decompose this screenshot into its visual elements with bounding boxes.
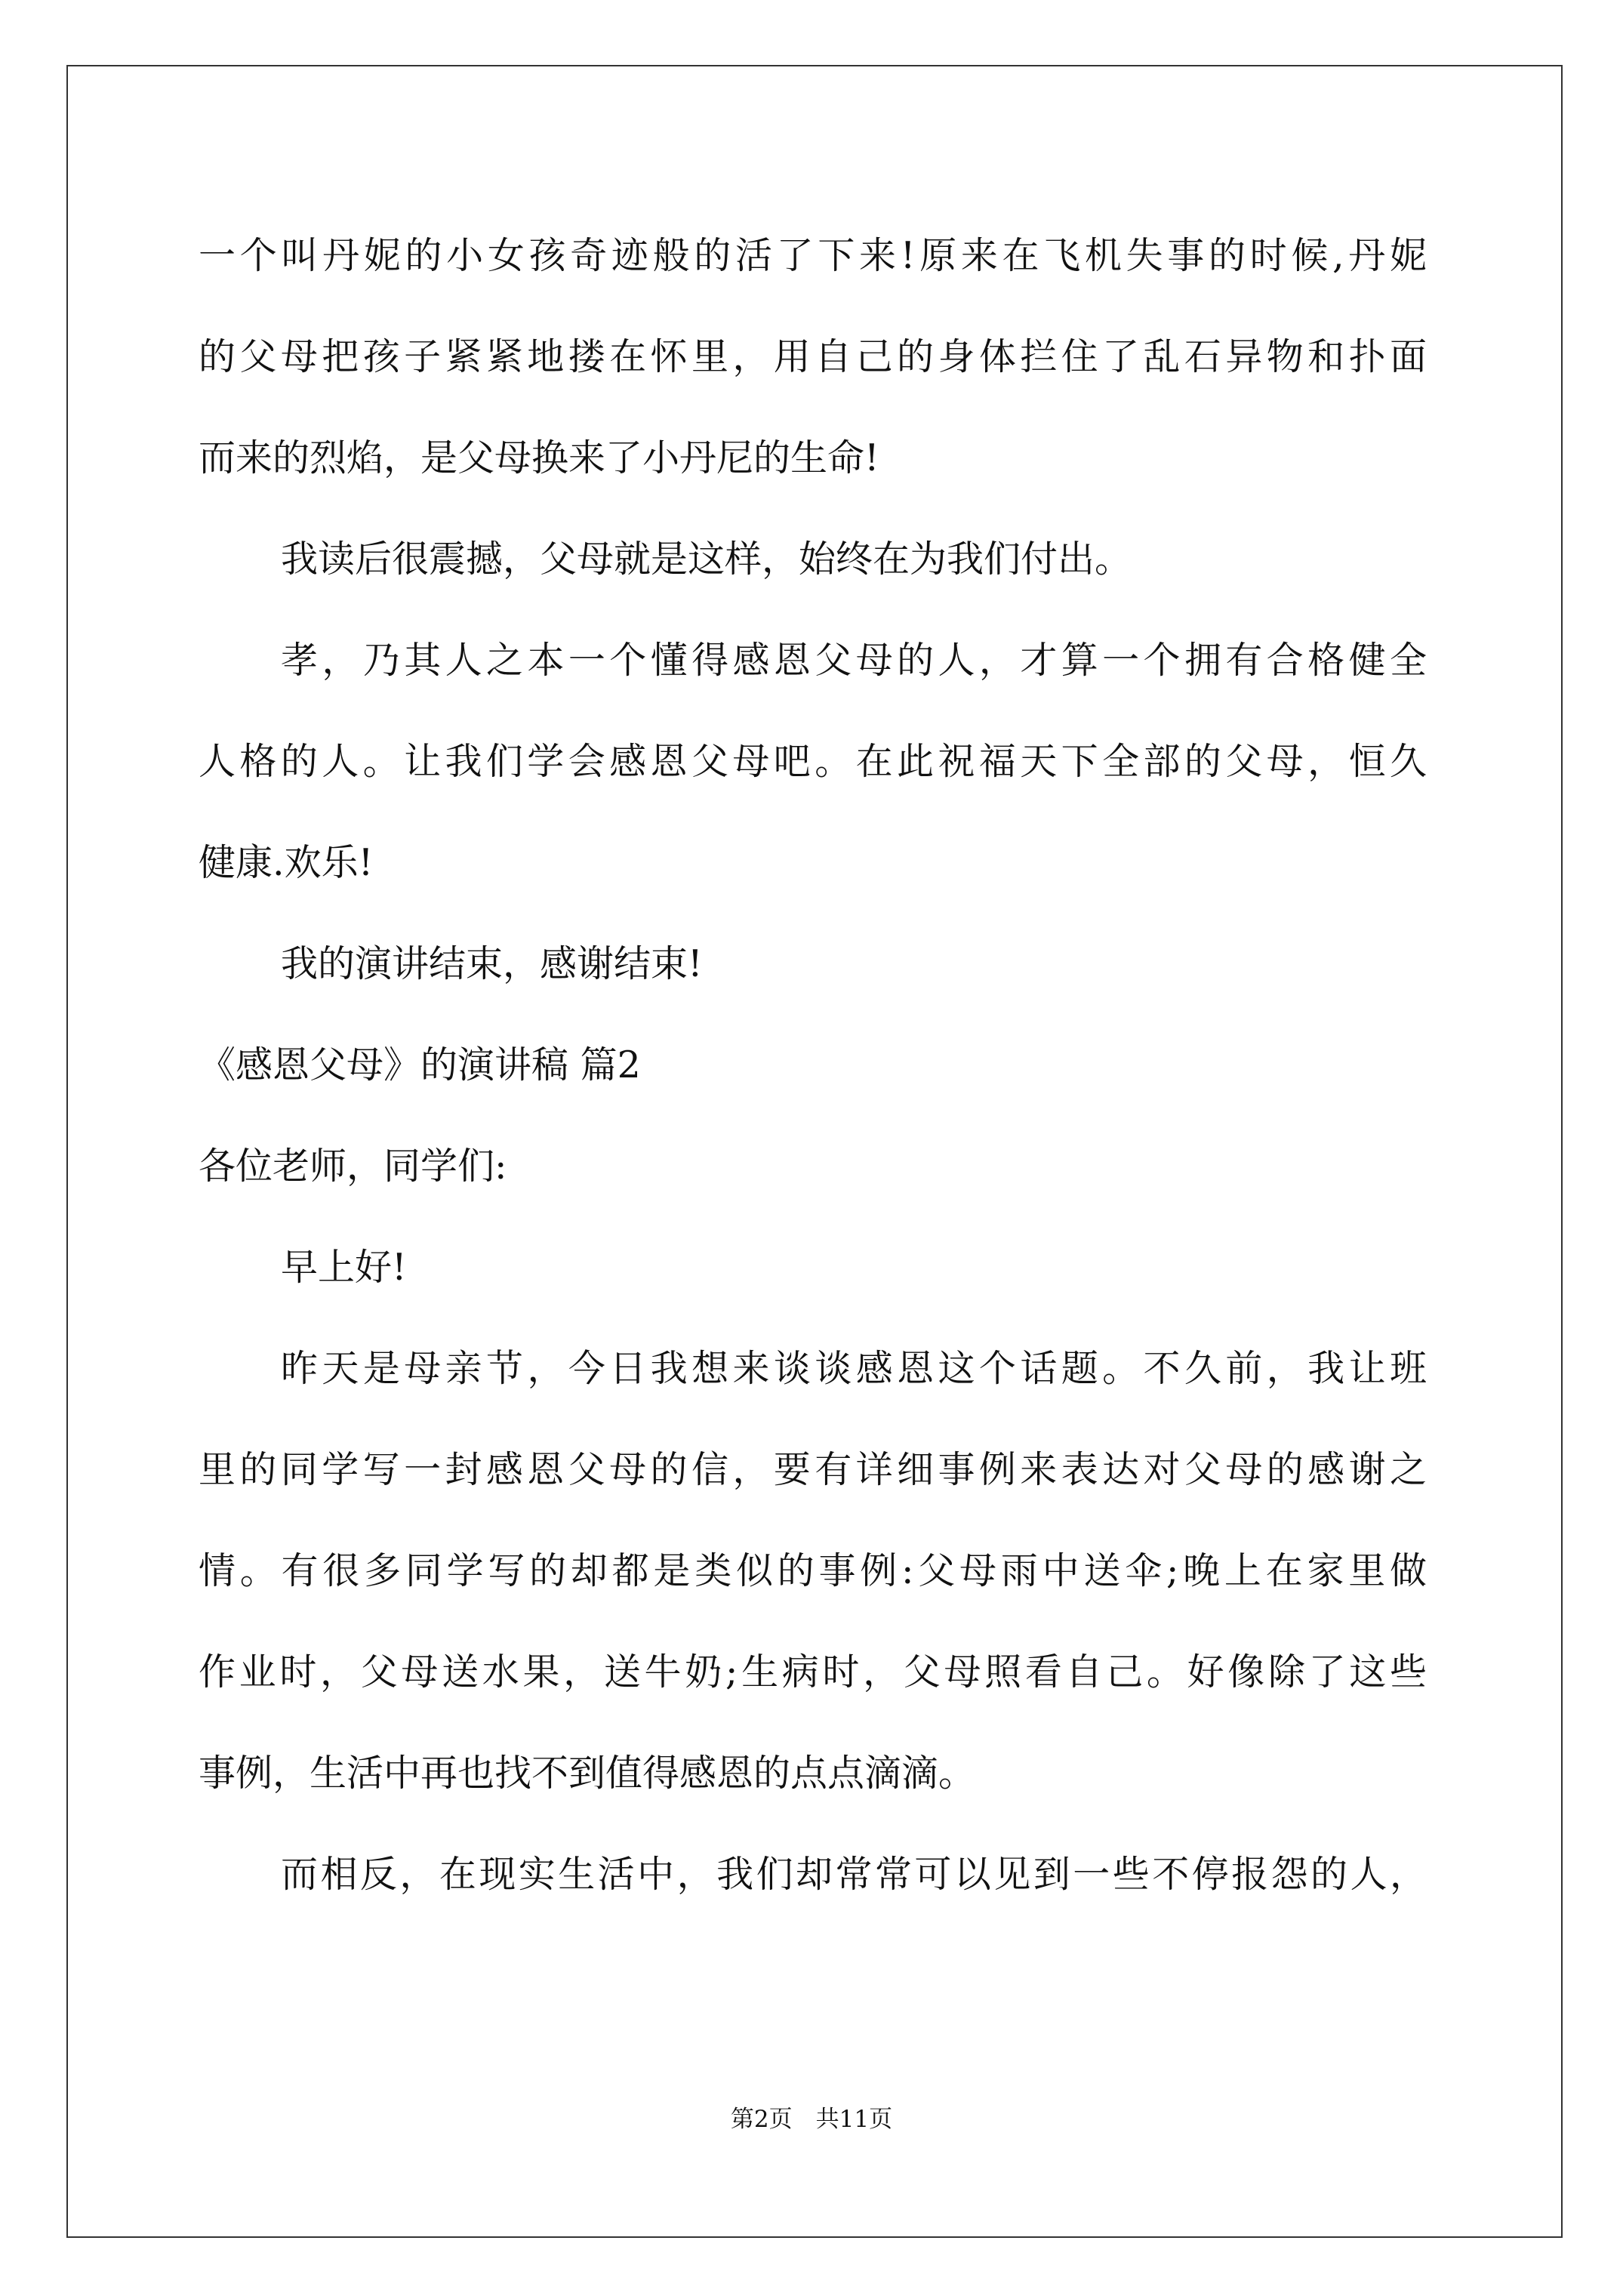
body-text-line: 的父母把孩子紧紧地搂在怀里，用自己的身体拦住了乱石异物和扑面 xyxy=(199,335,1427,378)
body-text-line: 人格的人。让我们学会感恩父母吧。在此祝福天下全部的父母，恒久 xyxy=(199,740,1427,783)
body-text-line: 里的同学写一封感恩父母的信，要有详细事例来表达对父母的感谢之 xyxy=(199,1448,1427,1491)
body-text-line: 而来的烈焰，是父母换来了小丹尼的生命! xyxy=(199,436,879,479)
page-number-footer: 第2页 共11页 xyxy=(730,2106,893,2133)
body-text-line: 而相反，在现实生活中，我们却常常可以见到一些不停报怨的人， xyxy=(281,1853,1427,1896)
body-text-line: 情。有很多同学写的却都是类似的事例:父母雨中送伞;晚上在家里做 xyxy=(199,1549,1427,1592)
body-text-line: 我的演讲结束，感谢结束! xyxy=(281,942,703,985)
body-text-line: 昨天是母亲节，今日我想来谈谈感恩这个话题。不久前，我让班 xyxy=(281,1347,1427,1390)
section-heading: 《感恩父母》的演讲稿 篇2 xyxy=(199,1043,641,1086)
salutation: 各位老师，同学们: xyxy=(199,1145,507,1188)
greeting: 早上好! xyxy=(281,1246,407,1289)
body-text-line: 孝，乃其人之本一个懂得感恩父母的人，才算一个拥有合格健全 xyxy=(281,639,1427,682)
body-text-line: 作业时，父母送水果，送牛奶;生病时，父母照看自己。好像除了这些 xyxy=(199,1650,1427,1693)
body-text-line: 健康.欢乐! xyxy=(199,841,374,884)
body-text-line: 事例，生活中再也找不到值得感恩的点点滴滴。 xyxy=(199,1752,976,1795)
body-text-line: 一个叫丹妮的小女孩奇迹般的活了下来!原来在飞机失事的时候,丹妮 xyxy=(199,234,1427,277)
body-text-line: 我读后很震撼，父母就是这样，始终在为我们付出。 xyxy=(281,538,1132,581)
